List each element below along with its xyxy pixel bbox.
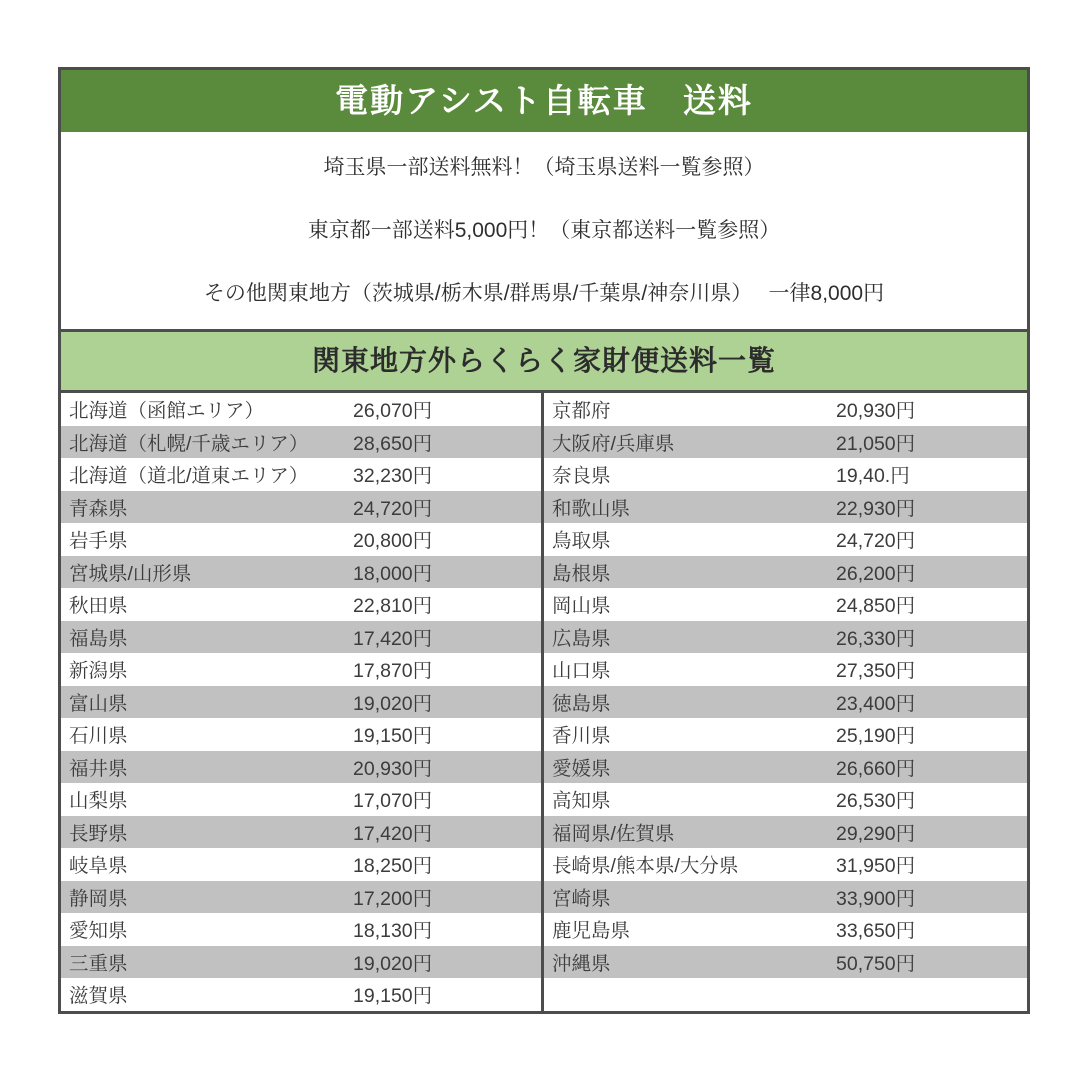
region-name: 秋田県 xyxy=(69,595,128,618)
region-fee: 17,070円 xyxy=(353,790,433,813)
region-name: 香川県 xyxy=(552,725,611,748)
region-fee: 18,250円 xyxy=(353,855,433,878)
region-name: 沖縄県 xyxy=(552,952,611,975)
region-name: 北海道（函館エリア） xyxy=(69,400,265,423)
table-row xyxy=(61,881,541,914)
region-name: 北海道（札幌/千歳エリア） xyxy=(69,432,309,455)
page-title: 電動アシスト自転車 送料 xyxy=(61,70,1027,132)
region-fee: 21,050円 xyxy=(836,432,916,455)
region-name: 奈良県 xyxy=(552,465,611,488)
region-fee: 17,200円 xyxy=(353,887,433,910)
table-row xyxy=(61,393,541,426)
table-row xyxy=(61,458,541,491)
note-saitama: 埼玉県一部送料無料！（埼玉県送料一覧参照） xyxy=(323,156,765,179)
table-column-left xyxy=(61,393,544,1011)
table-row xyxy=(61,686,541,719)
table-row xyxy=(61,556,541,589)
table-row xyxy=(544,783,1027,816)
region-name: 石川県 xyxy=(69,725,128,748)
region-name: 福島県 xyxy=(69,627,128,650)
region-name: 三重県 xyxy=(69,952,128,975)
region-fee: 26,330円 xyxy=(836,627,916,650)
region-name: 岐阜県 xyxy=(69,855,128,878)
region-fee: 19,020円 xyxy=(353,692,433,715)
table-column-right xyxy=(544,393,1027,1011)
region-fee: 24,720円 xyxy=(353,497,433,520)
shipping-fee-table xyxy=(61,393,1027,1011)
table-row xyxy=(544,751,1027,784)
table-row xyxy=(544,653,1027,686)
table-row xyxy=(544,718,1027,751)
region-name: 福井県 xyxy=(69,757,128,780)
table-row xyxy=(61,426,541,459)
region-fee: 19,150円 xyxy=(353,985,433,1008)
region-fee: 31,950円 xyxy=(836,855,916,878)
region-name: 岩手県 xyxy=(69,530,128,553)
region-name: 和歌山県 xyxy=(552,497,631,520)
table-row xyxy=(61,751,541,784)
region-fee: 23,400円 xyxy=(836,692,916,715)
region-fee: 50,750円 xyxy=(836,952,916,975)
region-fee: 33,650円 xyxy=(836,920,916,943)
region-fee: 24,720円 xyxy=(836,530,916,553)
table-row xyxy=(61,816,541,849)
region-fee: 18,000円 xyxy=(353,562,433,585)
region-fee: 19,020円 xyxy=(353,952,433,975)
region-fee: 20,930円 xyxy=(836,400,916,423)
table-row xyxy=(544,913,1027,946)
region-name: 鳥取県 xyxy=(552,530,611,553)
region-name: 宮城県/山形県 xyxy=(69,562,192,585)
region-fee: 26,200円 xyxy=(836,562,916,585)
table-row xyxy=(61,621,541,654)
table-row xyxy=(544,556,1027,589)
table-row xyxy=(61,913,541,946)
region-name: 富山県 xyxy=(69,692,128,715)
table-row xyxy=(544,426,1027,459)
table-row xyxy=(544,848,1027,881)
region-fee: 26,660円 xyxy=(836,757,916,780)
region-name: 鹿児島県 xyxy=(552,920,631,943)
table-row xyxy=(61,946,541,979)
region-name: 北海道（道北/道東エリア） xyxy=(69,465,309,488)
region-fee: 19,150円 xyxy=(353,725,433,748)
table-row xyxy=(544,946,1027,979)
region-name: 大阪府/兵庫県 xyxy=(552,432,675,455)
region-name: 広島県 xyxy=(552,627,611,650)
note-tokyo: 東京都一部送料5,000円！（東京都送料一覧参照） xyxy=(307,219,781,242)
table-row xyxy=(544,458,1027,491)
region-fee: 17,420円 xyxy=(353,627,433,650)
region-fee: 27,350円 xyxy=(836,660,916,683)
table-row xyxy=(544,491,1027,524)
table-row xyxy=(544,686,1027,719)
region-fee: 29,290円 xyxy=(836,822,916,845)
region-name: 静岡県 xyxy=(69,887,128,910)
table-row xyxy=(61,783,541,816)
region-name: 愛知県 xyxy=(69,920,128,943)
region-fee: 17,420円 xyxy=(353,822,433,845)
region-fee: 25,190円 xyxy=(836,725,916,748)
region-name: 岡山県 xyxy=(552,595,611,618)
region-name: 山口県 xyxy=(552,660,611,683)
table-row xyxy=(544,523,1027,556)
note-other-kanto: その他関東地方（茨城県/栃木県/群馬県/千葉県/神奈川県） 一律8,000円 xyxy=(203,282,885,305)
region-fee: 28,650円 xyxy=(353,432,433,455)
table-row xyxy=(544,978,1027,1011)
table-title: 関東地方外らくらく家財便送料一覧 xyxy=(61,329,1027,393)
region-fee: 22,810円 xyxy=(353,595,433,618)
region-name: 青森県 xyxy=(69,497,128,520)
table-row xyxy=(544,588,1027,621)
table-row xyxy=(544,881,1027,914)
table-row xyxy=(61,848,541,881)
table-row xyxy=(61,978,541,1011)
region-name: 福岡県/佐賀県 xyxy=(552,822,675,845)
region-fee: 17,870円 xyxy=(353,660,433,683)
table-row xyxy=(61,588,541,621)
table-row xyxy=(544,393,1027,426)
region-fee: 20,800円 xyxy=(353,530,433,553)
region-fee: 19,40.円 xyxy=(836,465,910,488)
table-row xyxy=(61,718,541,751)
region-name: 山梨県 xyxy=(69,790,128,813)
notes-section xyxy=(61,132,1027,329)
region-name: 徳島県 xyxy=(552,692,611,715)
table-row xyxy=(544,621,1027,654)
region-name: 島根県 xyxy=(552,562,611,585)
region-fee: 22,930円 xyxy=(836,497,916,520)
region-fee: 24,850円 xyxy=(836,595,916,618)
region-fee: 20,930円 xyxy=(353,757,433,780)
region-name: 新潟県 xyxy=(69,660,128,683)
region-fee: 26,070円 xyxy=(353,400,433,423)
region-name: 長野県 xyxy=(69,822,128,845)
region-name: 高知県 xyxy=(552,790,611,813)
region-name: 愛媛県 xyxy=(552,757,611,780)
table-row xyxy=(544,816,1027,849)
shipping-info-sheet xyxy=(58,67,1030,1014)
region-name: 宮崎県 xyxy=(552,887,611,910)
region-name: 長崎県/熊本県/大分県 xyxy=(552,855,739,878)
region-fee: 18,130円 xyxy=(353,920,433,943)
region-fee: 33,900円 xyxy=(836,887,916,910)
region-name: 滋賀県 xyxy=(69,985,128,1008)
table-row xyxy=(61,523,541,556)
table-row xyxy=(61,653,541,686)
region-fee: 26,530円 xyxy=(836,790,916,813)
table-row xyxy=(61,491,541,524)
region-name: 京都府 xyxy=(552,400,611,423)
region-fee: 32,230円 xyxy=(353,465,433,488)
